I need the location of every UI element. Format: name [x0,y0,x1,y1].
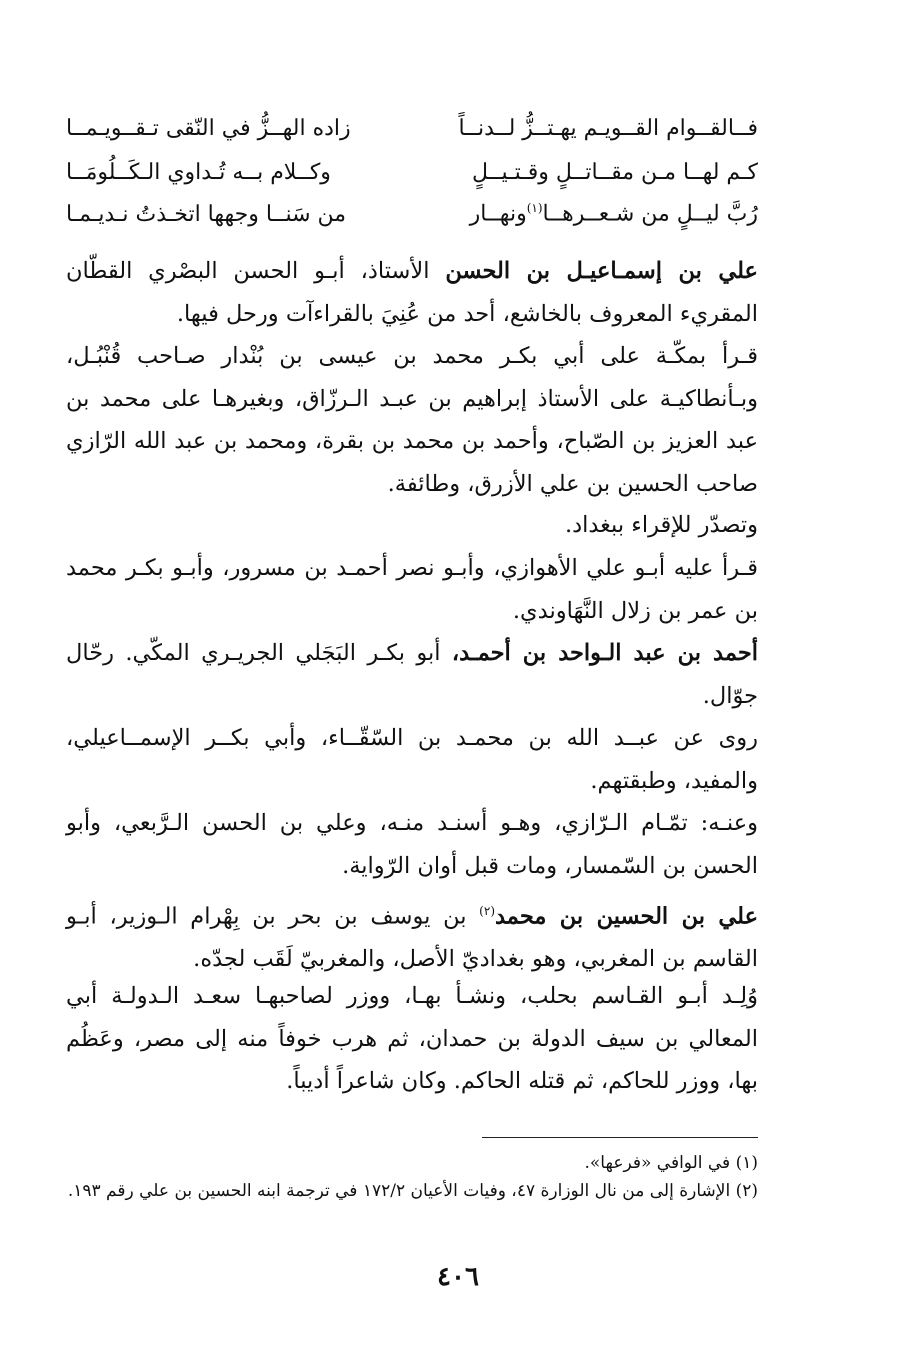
poem-verse [66,152,758,192]
entry-heading: علي بن إسمـاعيـل بن الحسن [445,258,758,284]
entry-text: قـرأ عليه أبـو علي الأهوازي، وأبـو نصر أحمـد بن مسرور، وأبـو بكـر محمد بن عمر بن زلال النَّهَاوندي. [66,555,758,624]
poem-verse [66,108,758,148]
hemistich-first: كـم لهــا مـن مقــاتــلٍ وقـتـيــلٍ [472,159,758,185]
footnote: (١) في الوافي «فرعها». [584,1153,758,1173]
entry-text: وتصدّر للإقراء ببغداد. [564,512,758,538]
footnote-ref: (١) [526,201,543,216]
entry-text: وُلِـد أبـو القـاسم بحلب، ونشـأ بهـا، ووزر لصاحبهـا سعـد الـدولـة أبي المعالي بن سيف الدولة بن حمدان، ثم هرب خوفاً منه إلى مصر، وعَظُم بها، ووزر للحاكم، ثم قتله الحاكم. وكان شاعراً أديباً. [66,983,758,1094]
entry-text: بن يوسف بن بحر بن بِهْرام الـوزير، أبـو القاسم بن المغربي، وهو بغداديّ الأصل، والمغربيّ لَقَب لجدّه. [66,903,758,972]
entry-paragraph [66,890,758,981]
footnote: (٢) الإشارة إلى من نال الوزارة ٤٧، وفيات الأعيان ١٧٢/٢ في ترجمة ابنه الحسين بن علي رقم ١٩٣. [67,1181,758,1201]
entry-heading: أحمد بن عبد الـواحد بن أحمـد، [451,640,758,666]
entry-text: أبو بكـر البَجَلي الجريـري المكّي. رحّال جوّال. [66,640,758,709]
hemistich-first: رُبَّ ليــلٍ من شـعــرهــا$^{(١)}$ونهــار [469,201,758,227]
entry-paragraph [66,717,758,802]
poem-verse [66,194,758,234]
entry-paragraph [66,250,758,335]
entry-paragraph [66,632,758,717]
entry-heading: علي بن الحسين بن محمد [495,903,758,930]
hemistich-second: زاده الهــزُّ في النّقى تـقــويـمــا [66,115,351,141]
entry-text: وعنـه: تمّـام الـرّازي، وهـو أسنـد منـه، وعلي بن الحسن الـرَّبعي، وأبو الحسن بن السّمسار، ومات قبل أوان الرّواية. [66,810,758,879]
entry-paragraph [66,547,758,632]
entry-text: قـرأ بمكّـة على أبي بكـر محمد بن عيسى بن بُنْدار صـاحب قُنْبُـل، وبـأنطاكيـة على الأستاذ إبراهيم بن عبـد الـرزّاق، وبغيرهـا على محمد بن عبد العزيز بن الصّباح، وأحمد بن محمد بن بقرة، ومحمد بن عبد الله الرّازي صاحب الحسين بن علي الأزرق، وطائفة. [66,343,758,497]
entry-paragraph [66,802,758,887]
entry-paragraph [66,335,758,505]
hemistich-second: وكــلام بــه تُـداوي الـكَــلُومَــا [66,159,331,185]
entry-text: الأستاذ، أبـو الحسن البصْري القطّان المقريء المعروف بالخاشع، أحد من عُنِيَ بالقراءآت ورحل فيها. [66,258,758,327]
page-number: ٤٠٦ [437,1262,479,1292]
entry-paragraph [66,504,758,547]
entry-text: روى عن عبــد الله بن محمـد بن السّقّــاء، وأبي بكــر الإسمــاعيلي، والمفيد، وطبقتهم. [66,725,758,794]
footnote-ref: (٢) [479,904,495,918]
footnote-separator [482,1137,758,1138]
hemistich-first: فــالقــوام القــويـم يهـتــزُّ لــدنــاً [458,115,758,141]
hemistich-second: من سَنــا وجهها اتخـذتُ نـديـمـا [66,201,347,227]
entry-paragraph [66,975,758,1103]
